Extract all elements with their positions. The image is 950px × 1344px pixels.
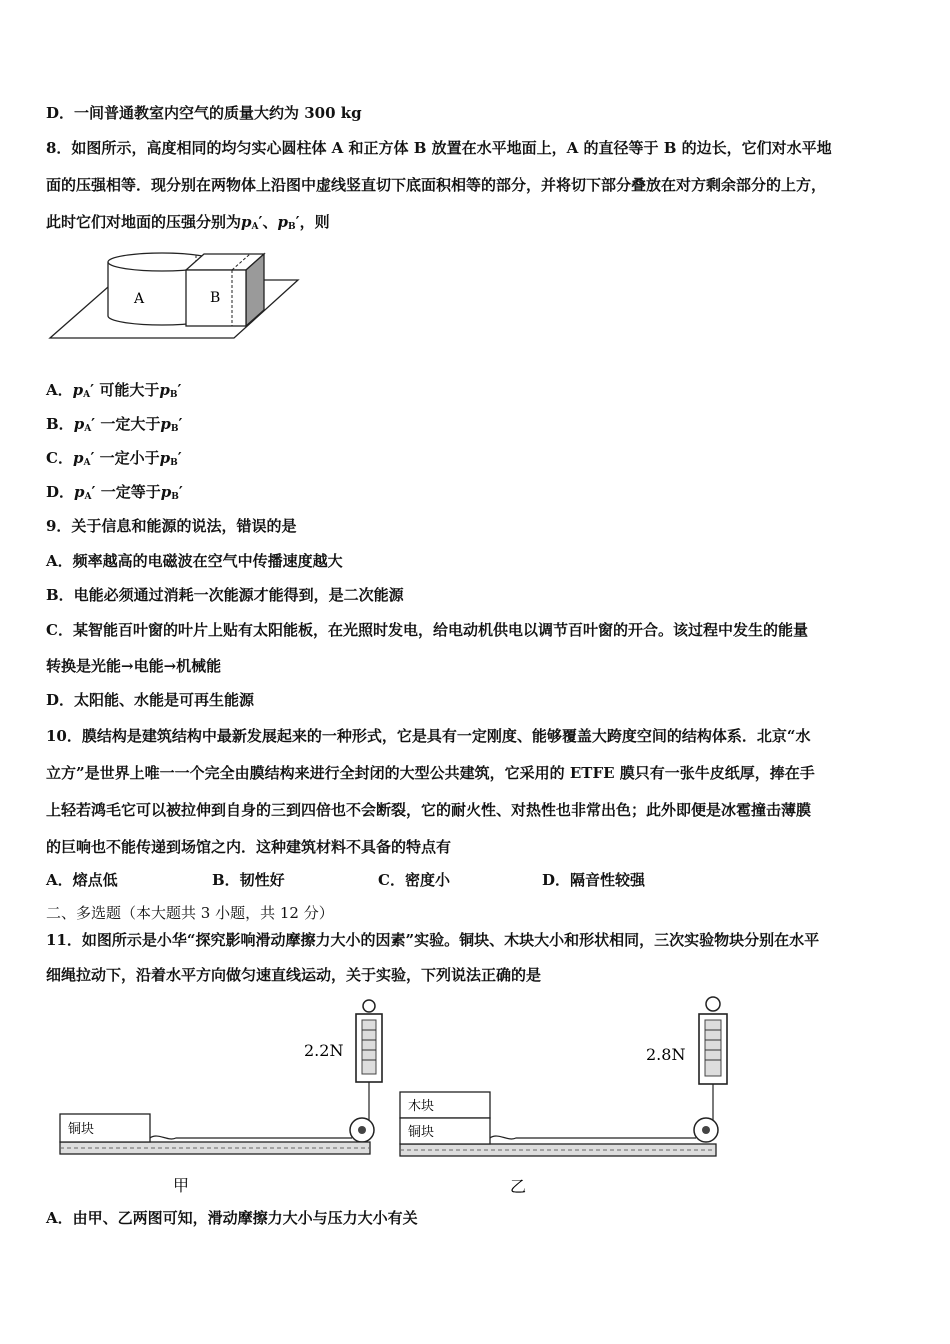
block-bottom-label-yi: 铜块 <box>408 1125 435 1140</box>
q9-option-d: D．太阳能、水能是可再生能源 <box>46 691 255 709</box>
q11-line1: 11．如图所示是小华“探究影响滑动摩擦力大小的因素”实验。铜块、木块大小和形状相同，三次实验物块分别在水平 <box>46 931 820 949</box>
q10-line4: 的巨响也不能传递到场馆之内．这种建筑材料不具备的特点有 <box>46 838 452 856</box>
caption-yi: 乙 <box>510 1177 527 1196</box>
prime: ′ <box>177 449 182 467</box>
sub-a: A <box>83 390 91 400</box>
q11-line2: 细绳拉动下，沿着水平方向做匀速直线运动，关于实验，下列说法正确的是 <box>46 966 542 984</box>
sym-p: p <box>74 483 85 501</box>
q8-stem-line3 <box>46 212 330 237</box>
q10-line2: 立方”是世界上唯一一个完全由膜结构来进行全封闭的大型公共建筑，它采用的 ETFE 膜只有一张牛皮纸厚，捧在手 <box>46 764 815 782</box>
sym-p: p <box>160 483 172 501</box>
option-letter: C． <box>46 449 73 467</box>
option-text: 一定等于 <box>100 483 161 501</box>
option-letter: A． <box>46 381 73 399</box>
option-text: 可能大于 <box>99 381 160 399</box>
q8-option-b <box>46 414 182 439</box>
q10-option-b: B．韧性好 <box>212 871 285 889</box>
prime: ′ <box>295 213 300 231</box>
q8-stem-line2: 面的压强相等．现分别在两物体上沿图中虚线竖直切下底面积相等的部分，并将切下部分叠放在对方剩余部分的上方， <box>46 176 827 194</box>
spring-scale-yi <box>699 997 727 1120</box>
q10-option-c: C．密度小 <box>378 871 450 889</box>
option-text: 一定大于 <box>100 415 161 433</box>
option-letter: D． <box>46 483 75 501</box>
q7-option-d: D．一间普通教室内空气的质量大约为 300 kg <box>46 104 362 122</box>
sub-a: A <box>84 424 92 434</box>
q9-option-c-line1: C．某智能百叶窗的叶片上贴有太阳能板，在光照时发电，给电动机供电以调节百叶窗的开合。该过程中发生的能量 <box>46 621 808 639</box>
q8-option-a <box>46 380 181 405</box>
sub-a: A <box>84 492 92 502</box>
sub-b: B <box>170 458 178 468</box>
sym-p: p <box>72 449 84 467</box>
q10-line3: 上轻若鸿毛它可以被拉伸到自身的三到四倍也不会断裂，它的耐火性、对热性也非常出色；此外即便是冰雹撞击薄膜 <box>46 801 812 819</box>
prime: ′ <box>258 213 263 231</box>
q8-figure <box>46 248 306 343</box>
prime: ′ <box>178 415 183 433</box>
sym-p: p <box>277 213 288 231</box>
q8-option-c <box>46 448 182 473</box>
block-label-jia: 铜块 <box>68 1122 95 1137</box>
prime: ′ <box>90 381 95 399</box>
reading-jia: 2.2N <box>304 1041 344 1060</box>
sym-p: p <box>160 415 171 433</box>
separator: 、 <box>262 213 278 231</box>
caption-jia: 甲 <box>173 1176 190 1195</box>
sym-p: p <box>159 449 171 467</box>
q8-stem-line1: 8．如图所示，高度相同的均匀实心圆柱体 A 和正方体 B 放置在水平地面上，A 的直径等于 B 的边长，它们对水平地 <box>46 139 832 157</box>
prime: ′ <box>177 381 182 399</box>
label-a: A <box>134 291 145 307</box>
q11-figure-yi <box>396 992 736 1196</box>
q8-stem-line3-post: ，则 <box>299 213 330 231</box>
section2-heading: 二、多选题（本大题共 3 小题，共 12 分） <box>46 904 334 922</box>
q9-option-c-line2: 转换是光能→电能→机械能 <box>46 657 222 675</box>
sym-p: p <box>241 213 252 231</box>
sub-a: A <box>251 222 259 232</box>
sub-b: B <box>287 222 296 232</box>
q9-option-b: B．电能必须通过消耗一次能源才能得到，是二次能源 <box>46 586 404 604</box>
prime: ′ <box>91 483 96 501</box>
spring-scale-jia <box>356 1000 382 1120</box>
sym-p: p <box>72 381 84 399</box>
sym-p: p <box>73 415 85 433</box>
block-top-label-yi: 木块 <box>408 1099 435 1114</box>
label-b: B <box>210 290 221 306</box>
q10-option-a: A．熔点低 <box>46 871 118 889</box>
sub-b: B <box>170 424 179 434</box>
q8-stem-line3-pre: 此时它们对地面的压强分别为 <box>46 213 242 231</box>
q10-line1: 10．膜结构是建筑结构中最新发展起来的一种形式，它是具有一定刚度、能够覆盖大跨度空间的结构体系．北京“水 <box>46 727 811 745</box>
sub-a: A <box>83 458 91 468</box>
sym-p: p <box>159 381 170 399</box>
q8-option-d <box>46 482 183 507</box>
option-letter: B． <box>46 415 74 433</box>
reading-yi: 2.8N <box>646 1045 686 1064</box>
q9-stem: 9．关于信息和能源的说法，错误的是 <box>46 517 297 535</box>
prime: ′ <box>90 449 95 467</box>
prime: ′ <box>178 483 183 501</box>
q11-option-a: A．由甲、乙两图可知，滑动摩擦力大小与压力大小有关 <box>46 1209 418 1227</box>
sub-b: B <box>169 390 178 400</box>
cube-b <box>186 254 264 326</box>
q9-option-a: A．频率越高的电磁波在空气中传播速度越大 <box>46 552 343 570</box>
q10-option-d: D．隔音性较强 <box>542 871 646 889</box>
option-text: 一定小于 <box>99 449 160 467</box>
prime: ′ <box>91 415 96 433</box>
q11-figure-jia <box>58 996 388 1196</box>
sub-b: B <box>171 492 179 502</box>
